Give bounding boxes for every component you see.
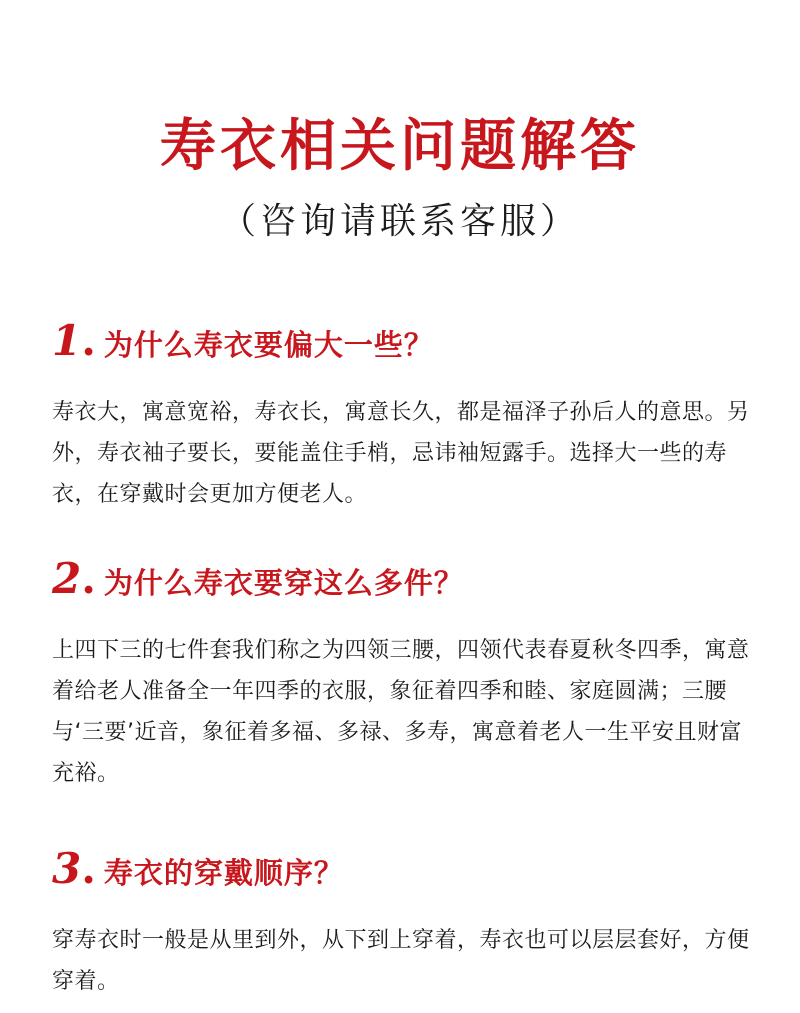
faq-section-3: [52, 844, 762, 1002]
faq-answer-1: 寿衣大，寓意宽裕，寿衣长，寓意长久，都是福泽子孙后人的意思。另外，寿衣袖子要长，要能盖住手梢，忌讳袖短露手。选择大一些的寿衣，在穿戴时会更加方便老人。: [52, 400, 750, 507]
faq-number-1: 1: [52, 316, 82, 365]
faq-answer-2: 上四下三的七件套我们称之为四领三腰，四领代表春夏秋冬四季，寓意着给老人准备全一年四季的衣服，象征着四季和睦、家庭圆满；三腰与‘三要’近音，象征着多福、多禄、多寿，寓意着老人一生平安且财富充裕。: [52, 638, 750, 786]
faq-number-dot-3: .: [81, 844, 96, 893]
faq-number-dot-1: .: [81, 316, 96, 365]
faq-number-3: 3: [52, 844, 82, 893]
faq-section-1: [52, 316, 762, 515]
faq-question-3: [52, 844, 762, 898]
faq-question-1: [52, 316, 762, 370]
faq-answer-3: 穿寿衣时一般是从里到外，从下到上穿着，寿衣也可以层层套好，方便穿着。: [52, 928, 750, 994]
faq-question-2: [52, 554, 762, 608]
page-subtitle: （咨询请联系客服）: [219, 201, 580, 242]
faq-section-2: [52, 554, 762, 794]
faq-question-text-1: 为什么寿衣要偏大一些？: [103, 328, 434, 362]
faq-number-dot-2: .: [81, 554, 96, 603]
faq-question-text-3: 寿衣的穿戴顺序？: [103, 856, 344, 890]
page-title: 寿衣相关问题解答: [160, 113, 640, 179]
faq-question-text-2: 为什么寿衣要穿这么多件？: [103, 566, 464, 600]
faq-number-2: 2: [52, 554, 82, 603]
